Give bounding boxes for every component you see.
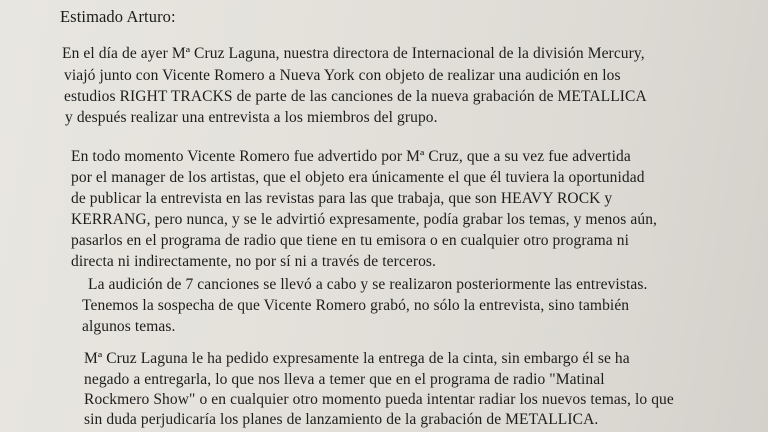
paragraph-4-line-2: negado a entregarla, lo que nos lleva a temer que en el programa de radio "Matinal (84, 371, 605, 388)
paragraph-3-line-3: algunos temas. (82, 318, 176, 335)
paragraph-3-line-2: Tenemos la sospecha de que Vicente Romero grabó, no sólo la entrevista, sino también (82, 297, 630, 314)
paragraph-2-line-5: pasarlos en el programa de radio que tiene en tu emisora o en cualquier otro programa ni (71, 232, 629, 249)
paragraph-1-line-1: En el día de ayer Mª Cruz Laguna, nuestra directora de Internacional de la división Mercury, (62, 45, 645, 62)
paragraph-2-line-3: de publicar la entrevista en las revistas para las que trabaja, que son HEAVY ROCK y (71, 190, 613, 207)
paragraph-4-line-3: Rockmero Show" o en cualquier otro momento pueda intentar radiar los nuevos temas, lo que (84, 391, 674, 408)
paragraph-1-line-4: y después realizar una entrevista a los miembros del grupo. (65, 109, 438, 126)
paragraph-2-line-2: por el manager de los artistas, que el objeto era únicamente el que él tuviera la oportunidad (71, 169, 645, 186)
paragraph-4-line-1: Mª Cruz Laguna le ha pedido expresamente la entrega de la cinta, sin embargo él se ha (84, 350, 630, 367)
greeting: Estimado Arturo: (60, 7, 176, 26)
paragraph-3-line-1: La audición de 7 canciones se llevó a cabo y se realizaron posteriormente las entrevistas. (88, 276, 648, 293)
paragraph-1-line-2: viajó junto con Vicente Romero a Nueva York con objeto de realizar una audición en los (64, 67, 621, 84)
paragraph-2-line-4: KERRANG, pero nunca, y se le advirtió expresamente, podía grabar los temas, y menos aún, (71, 211, 658, 228)
paragraph-2-line-1: En todo momento Vicente Romero fue advertido por Mª Cruz, que a su vez fue advertida (71, 148, 631, 165)
paragraph-4-line-4: sin duda perjudicaría los planes de lanzamiento de la grabación de METALLICA. (84, 411, 599, 428)
paragraph-1-line-3: estudios RIGHT TRACKS de parte de las canciones de la nueva grabación de METALLICA (64, 88, 647, 105)
paragraph-2-line-6: directa ni indirectamente, no por sí ni a través de terceros. (71, 253, 437, 270)
